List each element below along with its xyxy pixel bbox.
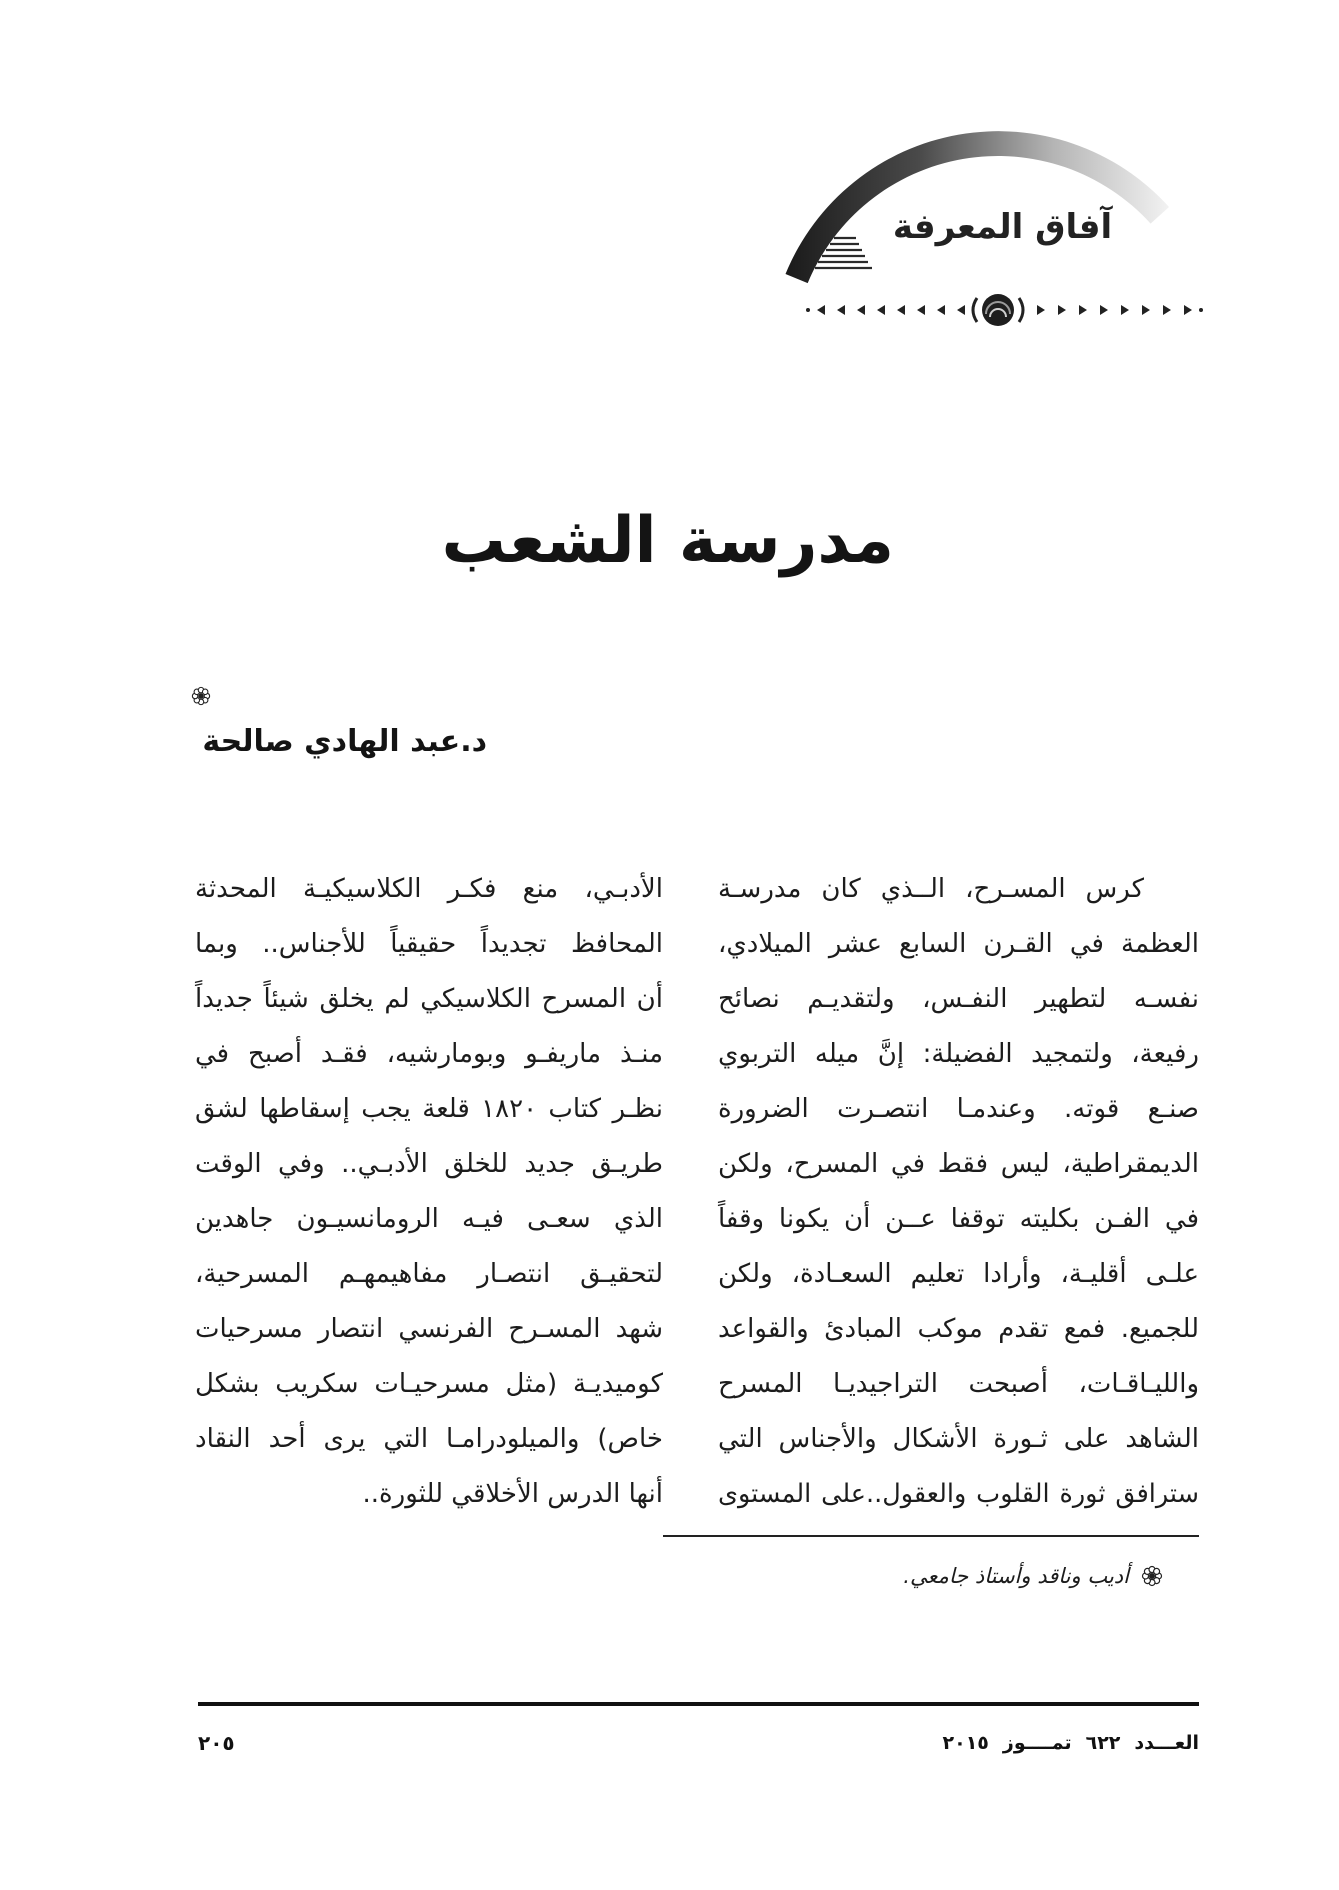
column-left (195, 862, 663, 1522)
footnote-text: أديب وناقد وأستاذ جامعي. (903, 1564, 1129, 1588)
author-name: د.عبد الهادي صالحة (202, 724, 487, 759)
ornament-center-circle (982, 294, 1014, 326)
text-line: للجميع. فمع تقدم موكب المبادئ والقواعد (718, 1314, 1199, 1344)
text-line: المحافظ تجديداً حقيقياً للأجناس.. وبما (195, 929, 663, 959)
text-line: سترافق ثورة القلوب والعقول..على المستوى (718, 1479, 1199, 1509)
text-line: خاص) والميلودرامـا التي يرى أحد النقاد (195, 1424, 663, 1454)
text-line: الأدبـي، منع فكـر الكلاسيكيـة المحدثة (195, 874, 663, 904)
text-line: والليـاقـات، أصبحت التراجيديـا المسرح (718, 1369, 1199, 1399)
flower-icon (1141, 1565, 1163, 1587)
ornament-left-arrows (817, 305, 965, 315)
issue-label: العـــدد (1134, 1732, 1199, 1754)
flower-icon (191, 686, 211, 706)
text-line: رفيعة، ولتمجيد الفضيلة: إنَّ ميله التربوي (718, 1039, 1199, 1069)
text-line: شهد المسـرح الفرنسي انتصار مسرحيات (195, 1314, 663, 1344)
issue-info (943, 1730, 1199, 1756)
text-line: الذي سعـى فيـه الرومانسيـون جاهدين (195, 1204, 663, 1234)
issue-number: ٦٢٢ (1085, 1732, 1121, 1754)
text-line: كرس المسـرح، الــذي كان مدرسـة (718, 874, 1144, 904)
text-line: أنها الدرس الأخلاقي للثورة.. (362, 1479, 663, 1509)
text-line: طريـق جديد للخلق الأدبـي.. وفي الوقت (195, 1149, 663, 1179)
text-line: الشاهد على ثـورة الأشكال والأجناس التي (718, 1424, 1199, 1454)
issue-month: تمــــوز (1002, 1732, 1072, 1754)
ornament-divider-icon (805, 292, 1205, 328)
text-line: نفسـه لتطهير النفـس، ولتقديـم نصائح (718, 984, 1199, 1014)
text-line: أن المسرح الكلاسيكي لم يخلق شيئاً جديداً (195, 984, 663, 1014)
text-line: كوميديـة (مثل مسرحيـات سكريب بشكل (195, 1369, 663, 1399)
ornament-right-arrows (1037, 305, 1192, 315)
footnote (903, 1561, 1163, 1591)
text-line: منـذ ماريفـو وبومارشيه، فقـد أصبح في (195, 1039, 663, 1069)
logo-text: آفاق المعرفة (892, 207, 1113, 247)
text-line: صنـع قوته. وعندمـا انتصـرت الضرورة (718, 1094, 1199, 1124)
text-line: نظـر كتاب ١٨٢٠ قلعة يجب إسقاطها لشق (195, 1094, 663, 1124)
article-title: مدرسة الشعب (441, 504, 894, 578)
issue-year: ٢٠١٥ (942, 1732, 989, 1754)
footer-divider (198, 1702, 1199, 1706)
text-line: في الفـن بكليته توقفا عــن أن يكونا وقفاً (718, 1204, 1199, 1234)
text-line: علـى أقليـة، وأرادا تعليم السعـادة، ولكن (718, 1259, 1199, 1289)
column-right (718, 862, 1199, 1522)
text-line: الديمقراطية، ليس فقط في المسرح، ولكن (718, 1149, 1199, 1179)
page-number: ٢٠٥ (198, 1731, 235, 1755)
footnote-divider (663, 1535, 1199, 1537)
logo-dome-icon (760, 110, 1200, 290)
text-line: العظمة في القـرن السابع عشر الميلادي، (718, 929, 1199, 959)
text-line: لتحقيـق انتصـار مفاهيمهـم المسرحية، (195, 1259, 663, 1289)
